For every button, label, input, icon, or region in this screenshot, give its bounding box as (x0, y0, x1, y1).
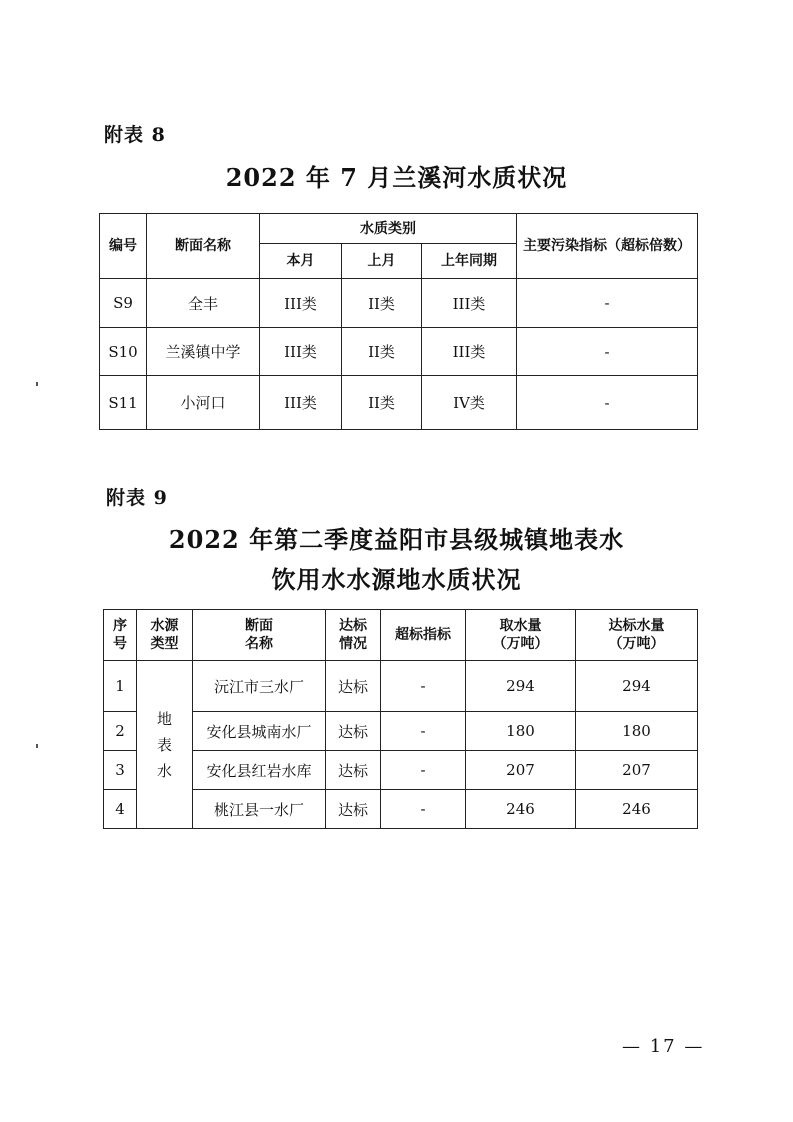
cell-intake: 207 (466, 751, 576, 790)
header-section-name: 断面名称 (147, 214, 260, 279)
header-intake-volume: 取水量 （万吨） (466, 610, 576, 661)
header-section-name: 断面 名称 (193, 610, 326, 661)
cell-exceed: - (381, 661, 466, 712)
cell-last-month: II类 (342, 279, 422, 328)
header-last-year-same-period: 上年同期 (422, 244, 517, 279)
table-row (104, 712, 698, 751)
table9-title-line2: 饮用水水源地水质状况 (271, 565, 522, 594)
table8-title: 2022 年 7 月兰溪河水质状况 (225, 163, 568, 192)
header-seq: 序 号 (104, 610, 137, 661)
cell-compliant: 294 (576, 661, 698, 712)
table-row (100, 376, 698, 430)
cell-last-year: III类 (422, 279, 517, 328)
cell-section: 兰溪镇中学 (147, 328, 260, 376)
table-row (100, 279, 698, 328)
header-water-category: 水质类别 (260, 214, 517, 244)
cell-status: 达标 (326, 712, 381, 751)
cell-seq: 1 (104, 661, 137, 712)
cell-section: 小河口 (147, 376, 260, 430)
cell-source-type: 地 表 水 (137, 661, 193, 829)
cell-this-month: III类 (260, 328, 342, 376)
cell-last-month: II类 (342, 328, 422, 376)
header-code: 编号 (100, 214, 147, 279)
cell-pollutant: - (517, 376, 698, 430)
header-this-month: 本月 (260, 244, 342, 279)
cell-code: S10 (100, 328, 147, 376)
header-compliance: 达标 情况 (326, 610, 381, 661)
table9-title-line1: 2022 年第二季度益阳市县级城镇地表水 (168, 525, 625, 554)
cell-status: 达标 (326, 790, 381, 829)
cell-seq: 2 (104, 712, 137, 751)
cell-pollutant: - (517, 328, 698, 376)
cell-status: 达标 (326, 661, 381, 712)
water-quality-table-8 (99, 213, 698, 430)
cell-exceed: - (381, 712, 466, 751)
scan-speck (36, 744, 38, 748)
appendix-label-8: 附表 8 (104, 124, 166, 146)
header-source-type: 水源 类型 (137, 610, 193, 661)
cell-pollutant: - (517, 279, 698, 328)
cell-last-month: II类 (342, 376, 422, 430)
cell-compliant: 246 (576, 790, 698, 829)
cell-exceed: - (381, 790, 466, 829)
table-row (104, 751, 698, 790)
cell-intake: 180 (466, 712, 576, 751)
cell-last-year: III类 (422, 328, 517, 376)
appendix-label-9: 附表 9 (106, 487, 168, 509)
cell-this-month: III类 (260, 279, 342, 328)
cell-exceed: - (381, 751, 466, 790)
table-row (104, 790, 698, 829)
cell-this-month: III类 (260, 376, 342, 430)
cell-compliant: 180 (576, 712, 698, 751)
scan-speck (36, 382, 38, 386)
cell-seq: 4 (104, 790, 137, 829)
cell-intake: 294 (466, 661, 576, 712)
table-row (104, 661, 698, 712)
cell-section-name: 安化县城南水厂 (193, 712, 326, 751)
header-main-pollutant: 主要污染指标（超标倍数） (517, 214, 698, 279)
table-row (100, 328, 698, 376)
cell-section-name: 桃江县一水厂 (193, 790, 326, 829)
cell-code: S11 (100, 376, 147, 430)
cell-section: 全丰 (147, 279, 260, 328)
page-number: — 17 — (622, 1036, 705, 1057)
cell-code: S9 (100, 279, 147, 328)
cell-status: 达标 (326, 751, 381, 790)
header-compliant-volume: 达标水量 （万吨） (576, 610, 698, 661)
cell-intake: 246 (466, 790, 576, 829)
cell-section-name: 安化县红岩水库 (193, 751, 326, 790)
cell-last-year: IV类 (422, 376, 517, 430)
header-last-month: 上月 (342, 244, 422, 279)
header-exceed-index: 超标指标 (381, 610, 466, 661)
cell-seq: 3 (104, 751, 137, 790)
cell-section-name: 沅江市三水厂 (193, 661, 326, 712)
drinking-water-source-table-9 (103, 609, 698, 829)
cell-compliant: 207 (576, 751, 698, 790)
